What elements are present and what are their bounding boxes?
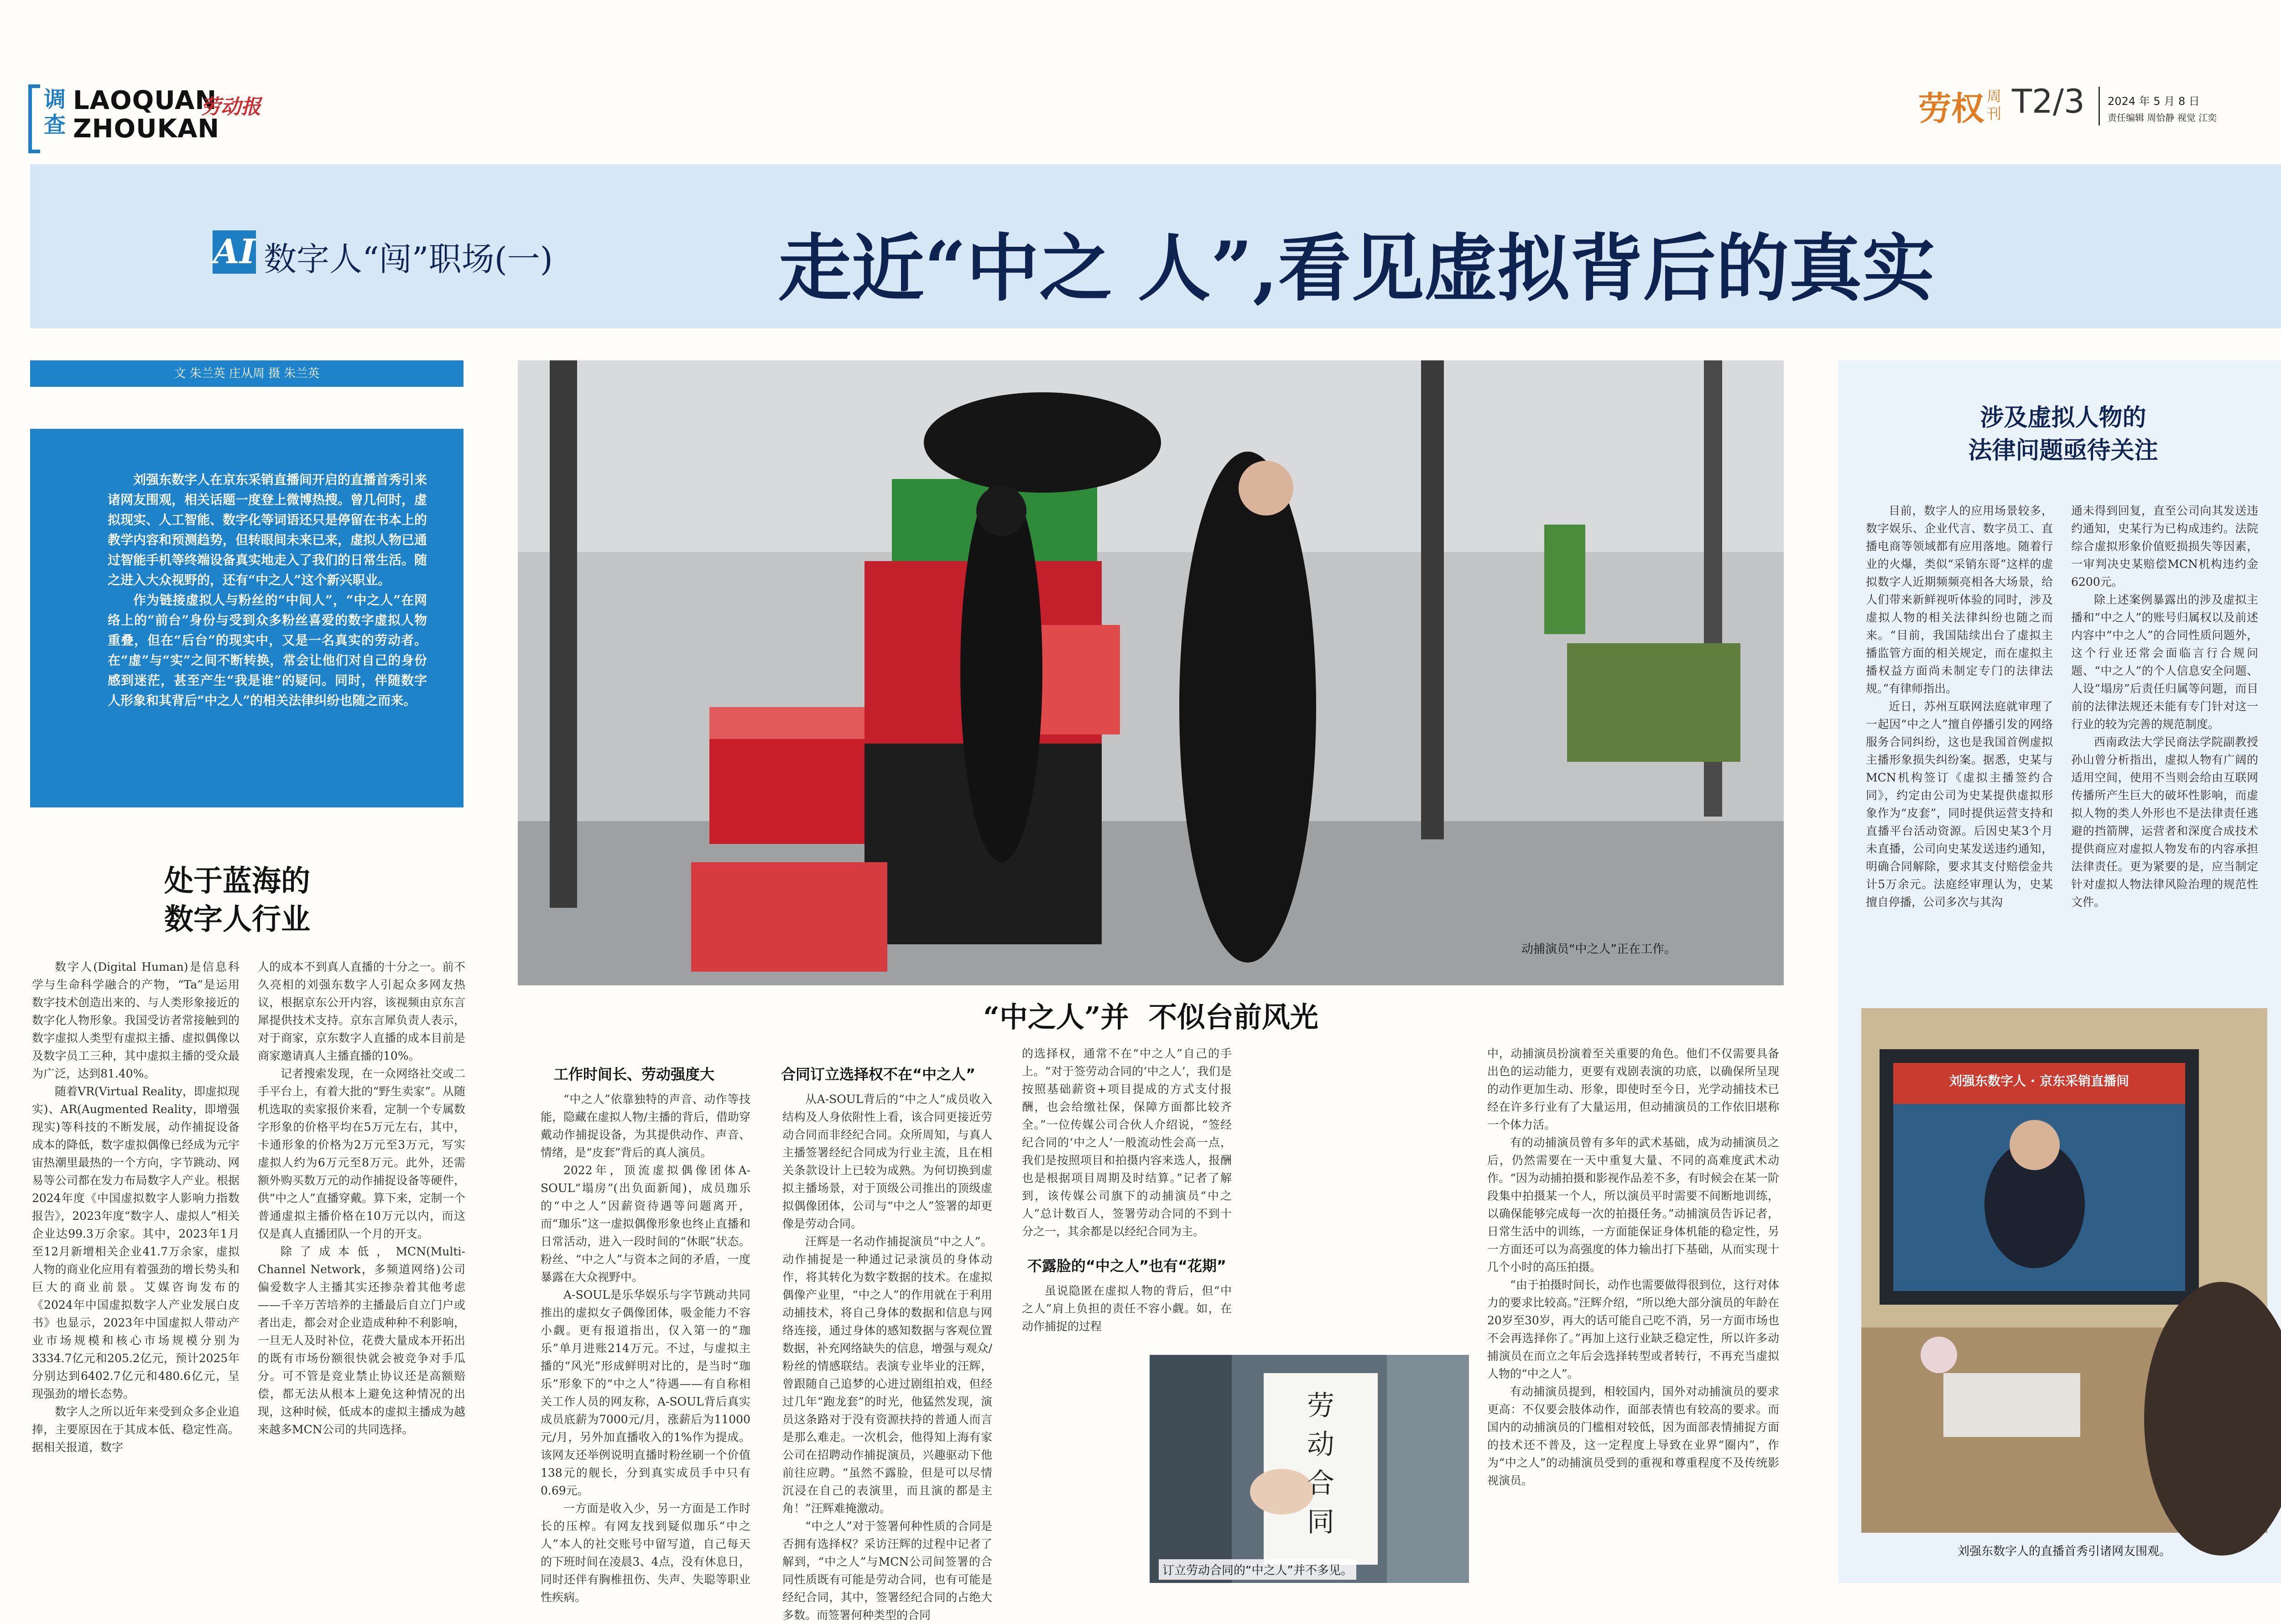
legal-sidebar bbox=[1838, 360, 2281, 1583]
body-paragraph: 数字人之所以近年来受到众多企业追捧，主要原因在于其成本低、稳定性高。据相关报道，数字 bbox=[32, 1405, 240, 1454]
section1-column-2 bbox=[258, 958, 465, 1583]
section2-subhead-3: 不露脸的“中之人”也有“花期” bbox=[1027, 1257, 1227, 1275]
sidebar-column-2 bbox=[2071, 502, 2258, 994]
body-paragraph: 通未得到回复，直至公司向其发送违约通知，史某行为已构成违约。法院综合虚拟形象价值贬损损失等因素，一审判决史某赔偿MCN机构违约金6200元。 bbox=[2071, 504, 2258, 588]
paper-sub: 周刊 bbox=[1987, 88, 2002, 122]
sidebar-title-line2: 法律问题亟待关注 bbox=[1968, 437, 2158, 464]
page-number: T2/3 bbox=[2012, 82, 2085, 120]
section1-title-line1: 处于蓝海的 bbox=[164, 864, 310, 898]
contract-sign-text bbox=[1296, 1387, 1346, 1542]
livestream-photo bbox=[1861, 1008, 2267, 1533]
contract-char: 劳 bbox=[1307, 1390, 1334, 1422]
series-badge: AI bbox=[213, 230, 256, 274]
series-title: 数字人“闯”职场(一) bbox=[264, 240, 553, 278]
masthead-divider bbox=[2099, 87, 2100, 125]
masthead-pinyin-2: ZHOUKAN bbox=[73, 114, 220, 144]
section2-column-3 bbox=[541, 1090, 750, 1604]
main-photo bbox=[518, 360, 1784, 985]
body-paragraph: 目前，数字人的应用场景较多，数字娱乐、企业代言、数字员工、直播电商等领域都有应用落地。随着行业的火爆，类似“采销东哥”这样的虚拟数字人近期频频亮相各大场景，给人们带来新鲜视听体验的同时，涉及虚拟人物的相关法律纠纷也随之而来。“目前，我国陆续出台了虚拟主播监管方面的相关规定，而在虚拟主播权益方面尚未制定专门的法律法规。”有律师指出。 bbox=[1866, 504, 2053, 695]
section2-column-4 bbox=[782, 1090, 992, 1622]
body-paragraph: 虽说隐匿在虚拟人物的背后，但“中之人”肩上负担的责任不容小觑。如，在动作捕捉的过程 bbox=[1022, 1284, 1232, 1333]
lead-box bbox=[30, 429, 463, 807]
byline: 文 朱兰英 庄从周 摄 朱兰英 bbox=[30, 360, 463, 387]
calligraphy-seal-icon: 劳动报 bbox=[201, 95, 261, 119]
body-paragraph: “中之人”对于签署何种性质的合同是否拥有选择权？采访汪辉的过程中记者了解到，“中之人”与MCN公司间签署的合同性质既有可能是劳动合同，也有可能是经纪合同，其中，签署经纪合同的占绝大多数。而签署何种类型的合同 bbox=[782, 1520, 992, 1622]
section1-title-line2: 数字人行业 bbox=[164, 902, 310, 937]
section2-title: “中之人”并 不似台前风光 bbox=[983, 1000, 1318, 1034]
contract-photo bbox=[1150, 1355, 1469, 1583]
body-paragraph: 数字人(Digital Human)是信息科学与生命科学融合的产物，“Ta”是运用数字技术创造出来的、与人类形象接近的数字化人物形象。我国受访者常接触到的数字虚拟人类型有虚拟主播、虚拟偶像以及数字员工三种，其中虚拟主播的受众最为广泛，达到81.40%。 bbox=[32, 960, 240, 1080]
body-paragraph: 从A-SOUL背后的“中之人”成员收入结构及人身依附性上看，该合同更接近劳动合同而非经纪合同。众所周知，与真人主播签署经纪合同成为行业主流，且在相关条款设计上已较为成熟。为何切换到虚拟主播场景，对于顶级公司推出的顶级虚拟偶像团体，公司与“中之人”签署的却更像是劳动合同。 bbox=[782, 1093, 992, 1230]
lead-paragraph: 刘强东数字人在京东采销直播间开启的直播首秀引来诸网友围观，相关话题一度登上微博热搜。曾几何时，虚拟现实、人工智能、数字化等词语还只是停留在书本上的教学内容和预测趋势，但转眼间未来已来，虚拟人物已通过智能手机等终端设备真实地走入了我们的日常生活。随之进入大众视野的，还有“中之人”这个新兴职业。 bbox=[108, 472, 427, 588]
body-paragraph: 记者搜索发现，在一众网络社交或二手平台上，有着大批的“野生卖家”。从随机选取的卖家报价来看，定制一个专属数字形象的价格平均在5万元左右，其中，卡通形象的价格为2万元至3万元，写实虚拟人约为6万元至8万元。此外，还需额外购买数万元的动作捕捉设备等硬件，供“中之人”直播穿戴。算下来，定制一个普通虚拟主播价格在10万元以内，而这仅是真人直播团队一个月的开支。 bbox=[258, 1067, 465, 1240]
masthead bbox=[0, 0, 2281, 155]
body-paragraph: 中，动捕演员扮演着至关重要的角色。他们不仅需要具备出色的运动能力，更要有戏剧表演的功底，以确保所呈现的动作更加生动、形象，即使时至今日，光学动捕技术已经在许多行业有了大量运用，但动捕演员的工作依旧堪称一个体力活。 bbox=[1487, 1047, 1779, 1131]
paper-name: 劳权 bbox=[1918, 89, 1984, 128]
livestream-photo-caption: 刘强东数字人的直播首秀引诸网友围观。 bbox=[1957, 1545, 2171, 1558]
main-headline: 走近“中之 人”,看见虚拟背后的真实 bbox=[778, 225, 1935, 311]
section2-column-6 bbox=[1487, 1045, 1779, 1583]
section2-subhead-1: 工作时间长、劳动强度大 bbox=[553, 1066, 714, 1083]
masthead-left-bracket bbox=[28, 84, 40, 153]
body-paragraph: 汪辉是一名动作捕捉演员“中之人”。动作捕捉是一种通过记录演员的身体动作，将其转化为数字数据的技术。在虚拟偶像产业里，“中之人”的作用就在于利用动捕技术，将自己身体的数据和信息与网络连接，通过身体的感知数据与客观位置数据，补充网络缺失的信息，增强与观众/粉丝的情感联结。表演专业毕业的汪辉，曾跟随自己追梦的心进过剧组拍戏，但经过几年“跑龙套”的时光，他猛然发现，演员这条路对于没有资源扶持的普通人而言是那么难走。一次机会，他得知上海有家公司在招聘动作捕捉演员，兴趣驱动下他前往应聘。“虽然不露脸，但是可以尽情沉浸在自己的表演里，而且演的都是主角！”汪辉难掩激动。 bbox=[782, 1235, 992, 1515]
masthead-pinyin-1: LAOQUAN bbox=[73, 86, 217, 115]
body-paragraph: 一方面是收入少，另一方面是工作时长的压榨。有网友找到疑似珈乐“中之人”本人的社交账号中留写道，自己每天的下班时间在凌晨3、4点，没有休息日，同时还伴有胸椎扭伤、失声、失聪等职业性疾病。 bbox=[541, 1502, 750, 1604]
body-paragraph: 有动捕演员提到，相较国内，国外对动捕演员的要求更高：不仅要会肢体动作，面部表情也有较高的要求。而国内的动捕演员的门槛相对较低，因为面部表情捕捉方面的技术还不普及，这一定程度上导致在业界“圈内”，作为“中之人”的动捕演员受到的重视和尊重程度不及传统影视演员。 bbox=[1487, 1385, 1779, 1487]
headline-banner bbox=[30, 164, 2281, 328]
body-paragraph: 西南政法大学民商法学院副教授孙山曾分析指出，虚拟人物有广阔的适用空间，使用不当则会给由互联网传播所产生巨大的破坏性影响，而虚拟人物的类人外形也不是法律责任逃避的挡箭牌，运营者和深度合成技术提供商应对虚拟人物发布的内容承担法律责任。更为紧要的是，应当制定针对虚拟人物法律风险治理的规范性文件。 bbox=[2071, 735, 2258, 909]
section2-subhead-2: 合同订立选择权不在“中之人” bbox=[781, 1066, 976, 1083]
contract-char: 同 bbox=[1307, 1506, 1334, 1538]
editors-line: 责任编辑 周恰静 视觉 江奕 bbox=[2108, 112, 2217, 123]
body-paragraph: “中之人”依靠独特的声音、动作等技能，隐藏在虚拟人物/主播的背后，借助穿戴动作捕捉设备，为其提供动作、声音、情绪，是“皮套”背后的真人演员。 bbox=[541, 1093, 750, 1159]
body-paragraph: 有的动捕演员曾有多年的武术基础，成为动捕演员之后，仍然需要在一天中重复大量、不同的高难度武术动作。“因为动捕拍摄和影视作品差不多，有时候会在某一阶段集中拍摄某一个人，所以演员平时需要不间断地训练，以确保能够完成每一次的拍摄任务。”动捕演员告诉记者，日常生活中的训练，一方面能保证身体机能的稳定性，另一方面还可以为高强度的体力输出打下基础，从而实现十几个小时的高压拍摄。 bbox=[1487, 1136, 1779, 1274]
livestream-screen-headline: 刘强东数字人 · 京东采销直播间 bbox=[1949, 1073, 2130, 1088]
body-paragraph: 的选择权，通常不在“中之人”自己的手上。“对于签劳动合同的‘中之人’，我们是按照基础薪资+项目提成的方式支付报酬，也会给缴社保，保障方面都比较齐全。”一位传媒公司合伙人介绍说，“签经纪合同的‘中之人’一般流动性会高一点，我们是按照项目和拍摄内容来选人，报酬也是根据项目周期及时结算。”记者了解到，该传媒公司旗下的动捕演员“中之人”总计数百人，签署劳动合同的不到十分之一，其余都是以经纪合同为主。 bbox=[1022, 1047, 1232, 1238]
section1-title bbox=[100, 862, 374, 939]
body-paragraph: 随着VR(Virtual Reality，即虚拟现实)、AR(Augmented Reality，即增强现实)等科技的不断发展，动作捕捉设备成本的降低，数字虚拟偶像已经成为元宇宙热潮里最热的一个方向，字节跳动、网易等公司都在发力布局数字人产业。根据2024年度《中国虚拟数字人影响力指数报告》，2023年度“数字人、虚拟人”相关企业达99.3万余家。其中，2023年1月至12月新增相关企业41.7万余家，虚拟人物的商业化应用有着强劲的增长势头和巨大的商业前景。艾媒咨询发布的《2024年中国虚拟数字人产业发展白皮书》也显示，2023年中国虚拟人带动产业市场规模和核心市场规模分别为3334.7亿元和205.2亿元，预计2025年分别达到6402.7亿元和480.6亿元，呈现强劲的增长态势。 bbox=[32, 1085, 240, 1400]
body-paragraph: A-SOUL是乐华娱乐与字节跳动共同推出的虚拟女子偶像团体，吸金能力不容小觑。更有报道指出，仅入第一的“珈乐”单月进账214万元。不过，与虚拟主播的“风光”形成鲜明对比的，是当时“珈乐”形象下的“中之人”待遇——有自称相关工作人员的网友称，A-SOUL背后真实成员底薪为7000元/月，涨薪后为11000元/月，另外加直播收入的1%作为提成。该网友还举例说明直播时粉丝刷一个价值138元的舰长，分到真实成员手中只有0.69元。 bbox=[541, 1288, 750, 1497]
body-paragraph: 除了成本低，MCN(Multi-Channel Network，多频道网络)公司偏爱数字人主播其实还掺杂着其他考虑——千辛万苦培养的主播最后自立门户或者出走，都会对企业造成种种不利影响，一旦无人及时补位，花费大量成本开拓出的既有市场份额很快就会被竞争对手瓜分。可不管是竞业禁止协议还是高额赔偿，都无法从根本上避免这种情况的出现，这种时候，低成本的虚拟主播成为越来越多MCN公司的共同选择。 bbox=[258, 1245, 465, 1436]
body-paragraph: 人的成本不到真人直播的十分之一。前不久亮相的刘强东数字人引起众多网友热议，根据京东公开内容，该视频由京东言犀提供技术支持。京东言犀负责人表示，对于商家，京东数字人直播的成本目前是商家邀请真人主播直播的10%。 bbox=[258, 960, 465, 1062]
lead-text bbox=[108, 470, 427, 711]
section2-column-5b bbox=[1022, 1282, 1232, 1332]
contract-photo-caption: 订立劳动合同的“中之人”并不多见。 bbox=[1159, 1559, 1356, 1580]
issue-date: 2024 年 5 月 8 日 bbox=[2108, 95, 2200, 108]
lead-paragraph: 作为链接虚拟人与粉丝的“中间人”，“中之人”在网络上的“前台”身份与受到众多粉丝喜爱的数字虚拟人物重叠，但在“后台”的现实中，又是一名真实的劳动者。在“虚”与“实”之间不断转换，常会让他们对自己的身份感到迷茫，甚至产生“我是谁”的疑问。同时，伴随数字人形象和其背后“中之人”的相关法律纠纷也随之而来。 bbox=[108, 593, 427, 708]
contract-char: 合 bbox=[1307, 1468, 1334, 1499]
body-paragraph: 2022年，顶流虚拟偶像团体A-SOUL“塌房”(出负面新闻)，成员珈乐的“中之人”因薪资待遇等问题离开，而“珈乐”这一虚拟偶像形象也终止直播和日常活动，进入一段时间的“休眠”状态。粉丝、“中之人”与资本之间的矛盾，一度暴露在大众视野中。 bbox=[541, 1164, 750, 1284]
sidebar-title bbox=[1838, 401, 2281, 467]
section-label: 调查 bbox=[44, 87, 66, 138]
body-paragraph: “由于拍摄时间长，动作也需要做得很到位，这行对体力的要求比较高。”汪辉介绍，“所以绝大部分演员的年龄在20岁至30岁，再大的话可能自己吃不消，另一方面市场也不会再选择你了。”再加上这行业缺乏稳定性，所以许多动捕演员在而立之年后会选择转型或者转行，不再充当虚拟人物的“中之人”。 bbox=[1487, 1278, 1779, 1380]
contract-char: 动 bbox=[1307, 1429, 1334, 1461]
sidebar-column-1 bbox=[1866, 502, 2053, 994]
section1-column-1 bbox=[32, 958, 240, 1583]
body-paragraph: 近日，苏州互联网法庭就审理了一起因“中之人”擅自停播引发的网络服务合同纠纷，这也是我国首例虚拟主播形象损失纠纷案。据悉，史某与MCN机构签订《虚拟主播签约合同》，约定由公司为史某提供虚拟形象作为“皮套”，同时提供运营支持和直播平台活动资源。后因史某3个月未直播，公司向史某发送违约通知，明确合同解除，要求其支付赔偿金共计5万余元。法庭经审理认为，史某擅自停播，公司多次与其沟 bbox=[1866, 700, 2053, 909]
section2-column-5 bbox=[1022, 1045, 1232, 1238]
main-photo-caption: 动捕演员“中之人”正在工作。 bbox=[1521, 942, 1676, 956]
body-paragraph: 除上述案例暴露出的涉及虚拟主播和“中之人”的账号归属权以及前述内容中“中之人”的合同性质问题外，这个行业还常会面临言行合规问题、“中之人”的个人信息安全问题、人设“塌房”后责任归属等问题，而目前的法律法规还未能有专门针对这一行业的较为完善的规范制度。 bbox=[2071, 593, 2258, 731]
sidebar-title-line1: 涉及虚拟人物的 bbox=[1980, 404, 2146, 432]
